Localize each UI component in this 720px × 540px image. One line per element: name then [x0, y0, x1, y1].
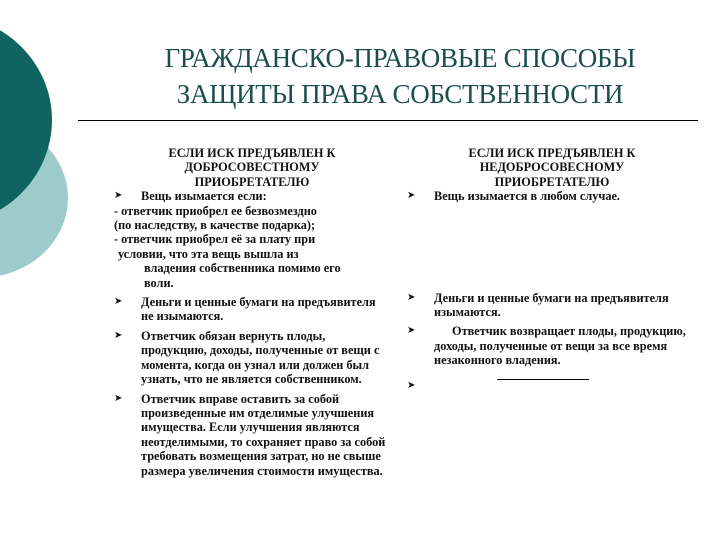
arrowhead-bullet-icon: ➤: [114, 392, 123, 404]
slide-title: [110, 40, 690, 112]
condition-line: воли.: [144, 275, 174, 290]
bullet-text: Вещь изымается если:: [141, 189, 267, 204]
bullet-text: Ответчик возвращает плоды, продукцию, доходы, полученные от вещи за все время незаконного владения.: [434, 324, 686, 368]
left-heading-line: ДОБРОСОВЕСТНОМУ: [184, 160, 320, 175]
arrowhead-bullet-icon: ➤: [407, 190, 416, 202]
right-heading-line: ЕСЛИ ИСК ПРЕДЪЯВЛЕН К: [468, 146, 636, 160]
arrowhead-bullet-icon: ➤: [114, 329, 123, 341]
bullet-text: Деньги и ценные бумаги на предъявителя не изымаются.: [141, 295, 376, 324]
right-bullet-4: [407, 379, 697, 391]
condition-line: - ответчик приобрел её за плату при: [114, 232, 316, 247]
left-column: [114, 146, 390, 478]
right-bullet-1: [407, 189, 697, 203]
left-bullet-4: [114, 392, 390, 478]
left-bullet-3: [114, 329, 390, 387]
bullet-text: Ответчик обязан вернуть плоды, продукцию, доходы, полученные от вещи с момента, когда он узнал или должен был узнать, что не является собственником.: [141, 328, 380, 387]
left-bullet-2: [114, 295, 390, 324]
right-bullet-2: [407, 291, 697, 320]
right-bullet-3: [407, 324, 697, 367]
arrowhead-bullet-icon: ➤: [407, 325, 416, 337]
bullet-text: Ответчик вправе оставить за собой произведенные им отделимые улучшения имущества. Если улучшения являются неотделимыми, то сохраняет право за собой требовать возмещения затрат, но не свыше размера увеличения стоимости имущества.: [141, 391, 386, 478]
title-divider: [78, 120, 698, 121]
left-bullet-1: [114, 189, 390, 203]
right-heading-line: ПРИОБРЕТАТЕЛЮ: [494, 174, 610, 189]
condition-line: условии, что эта вещь вышла из: [118, 246, 299, 261]
left-heading-line: ЕСЛИ ИСК ПРЕДЪЯВЛЕН К: [168, 146, 336, 160]
left-heading-line: ПРИОБРЕТАТЕЛЮ: [194, 174, 310, 189]
right-heading: [407, 146, 697, 189]
right-column: [407, 146, 697, 391]
title-line-2: ЗАЩИТЫ ПРАВА СОБСТВЕННОСТИ: [176, 79, 624, 109]
title-line-1: ГРАЖДАНСКО-ПРАВОВЫЕ СПОСОБЫ: [164, 43, 636, 73]
bullet-text: Деньги и ценные бумаги на предъявителя изымаются.: [434, 290, 669, 320]
left-heading: [114, 146, 390, 189]
condition-line: владения собственника помимо его: [144, 261, 341, 276]
right-heading-line: НЕДОБРОСОВЕСНОМУ: [479, 160, 625, 175]
arrowhead-bullet-icon: ➤: [407, 379, 416, 391]
bullet-text: Вещь изымается в любом случае.: [434, 189, 621, 204]
arrowhead-bullet-icon: ➤: [407, 291, 416, 303]
condition-line: - ответчик приобрел ее безвозмездно: [114, 203, 317, 218]
arrowhead-bullet-icon: ➤: [114, 296, 123, 308]
condition-line: (по наследству, в качестве подарка);: [114, 218, 316, 233]
blank-line: [497, 379, 589, 380]
arrowhead-bullet-icon: ➤: [114, 190, 123, 202]
